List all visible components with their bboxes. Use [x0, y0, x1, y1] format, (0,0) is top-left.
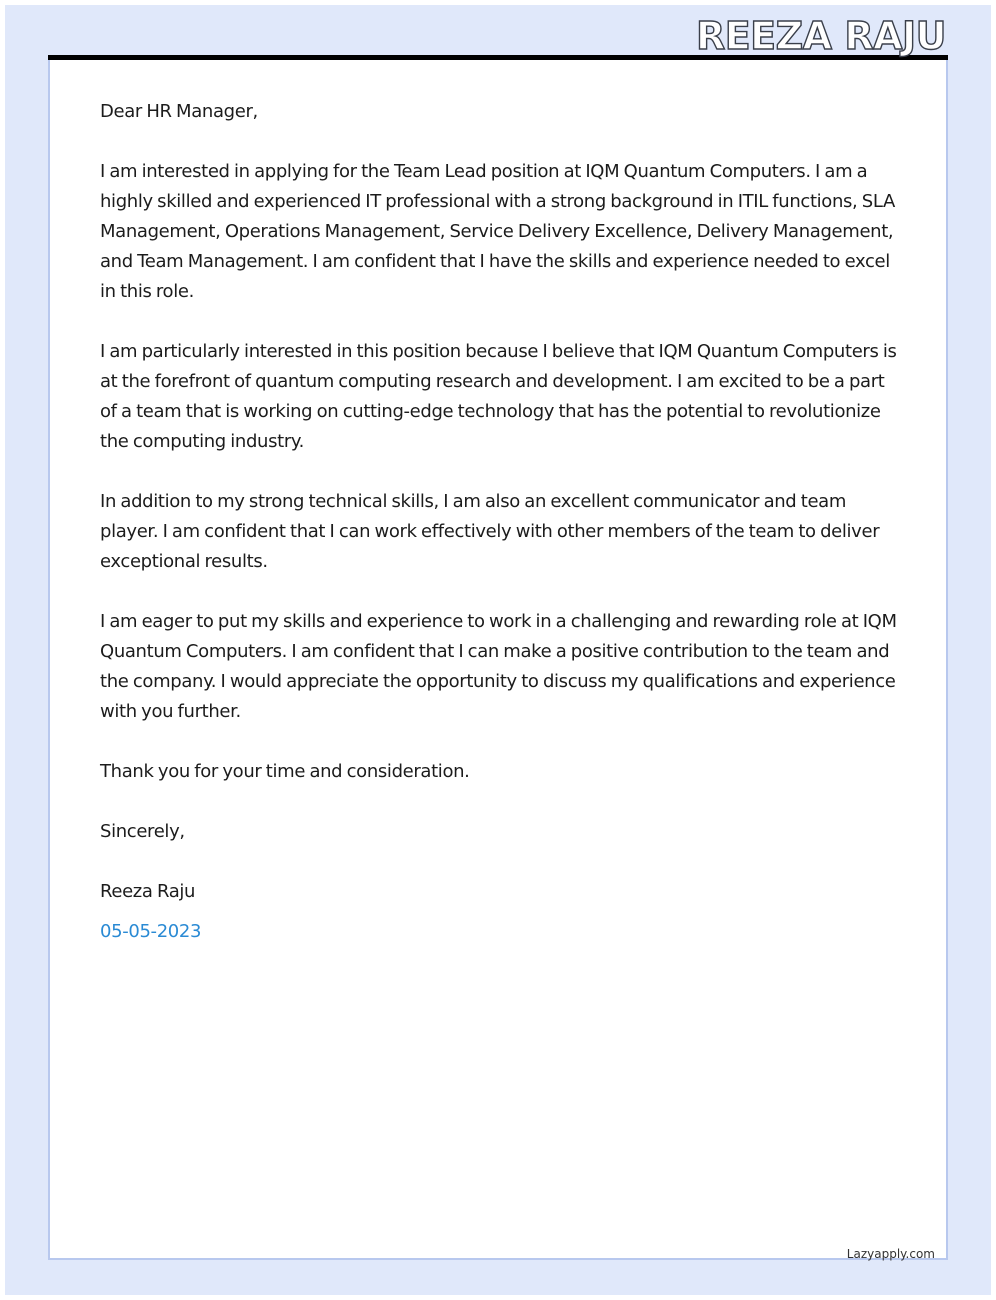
salutation: Dear HR Manager,	[100, 101, 258, 122]
paragraph-thanks: Thank you for your time and consideration.	[100, 761, 470, 782]
applicant-name-header: REEZA RAJU	[695, 14, 946, 58]
paragraph-intro: I am interested in applying for the Team Lead position at IQM Quantum Computers. I am a highly skilled and experienced IT professional with a strong background in ITIL functions, SLA Management, Operations Management, Service Delivery Excellence, Delivery Management, and Team Management. I am confident that I have the skills and experience needed to excel in this role.	[100, 161, 895, 302]
footer-brand: Lazyapply.com	[846, 1247, 935, 1261]
paragraph-skills: In addition to my strong technical skills, I am also an excellent communicator and team player. I am confident that I can work effectively with other members of the team to deliver exceptional results.	[100, 491, 880, 572]
paragraph-interest: I am particularly interested in this position because I believe that IQM Quantum Computers is at the forefront of quantum computing research and development. I am excited to be a part of a team that is working on cutting-edge technology that has the potential to revolutionize the computing industry.	[100, 341, 897, 452]
letter-date: 05-05-2023	[100, 921, 202, 942]
paragraph-eager: I am eager to put my skills and experience to work in a challenging and rewarding role at IQM Quantum Computers. I am confident that I can make a positive contribution to the team and the company. I would appreciate the opportunity to discuss my qualifications and experience with you further.	[100, 611, 897, 722]
signature-name: Reeza Raju	[100, 881, 196, 902]
closing: Sincerely,	[100, 821, 185, 842]
letter-body	[100, 97, 900, 947]
